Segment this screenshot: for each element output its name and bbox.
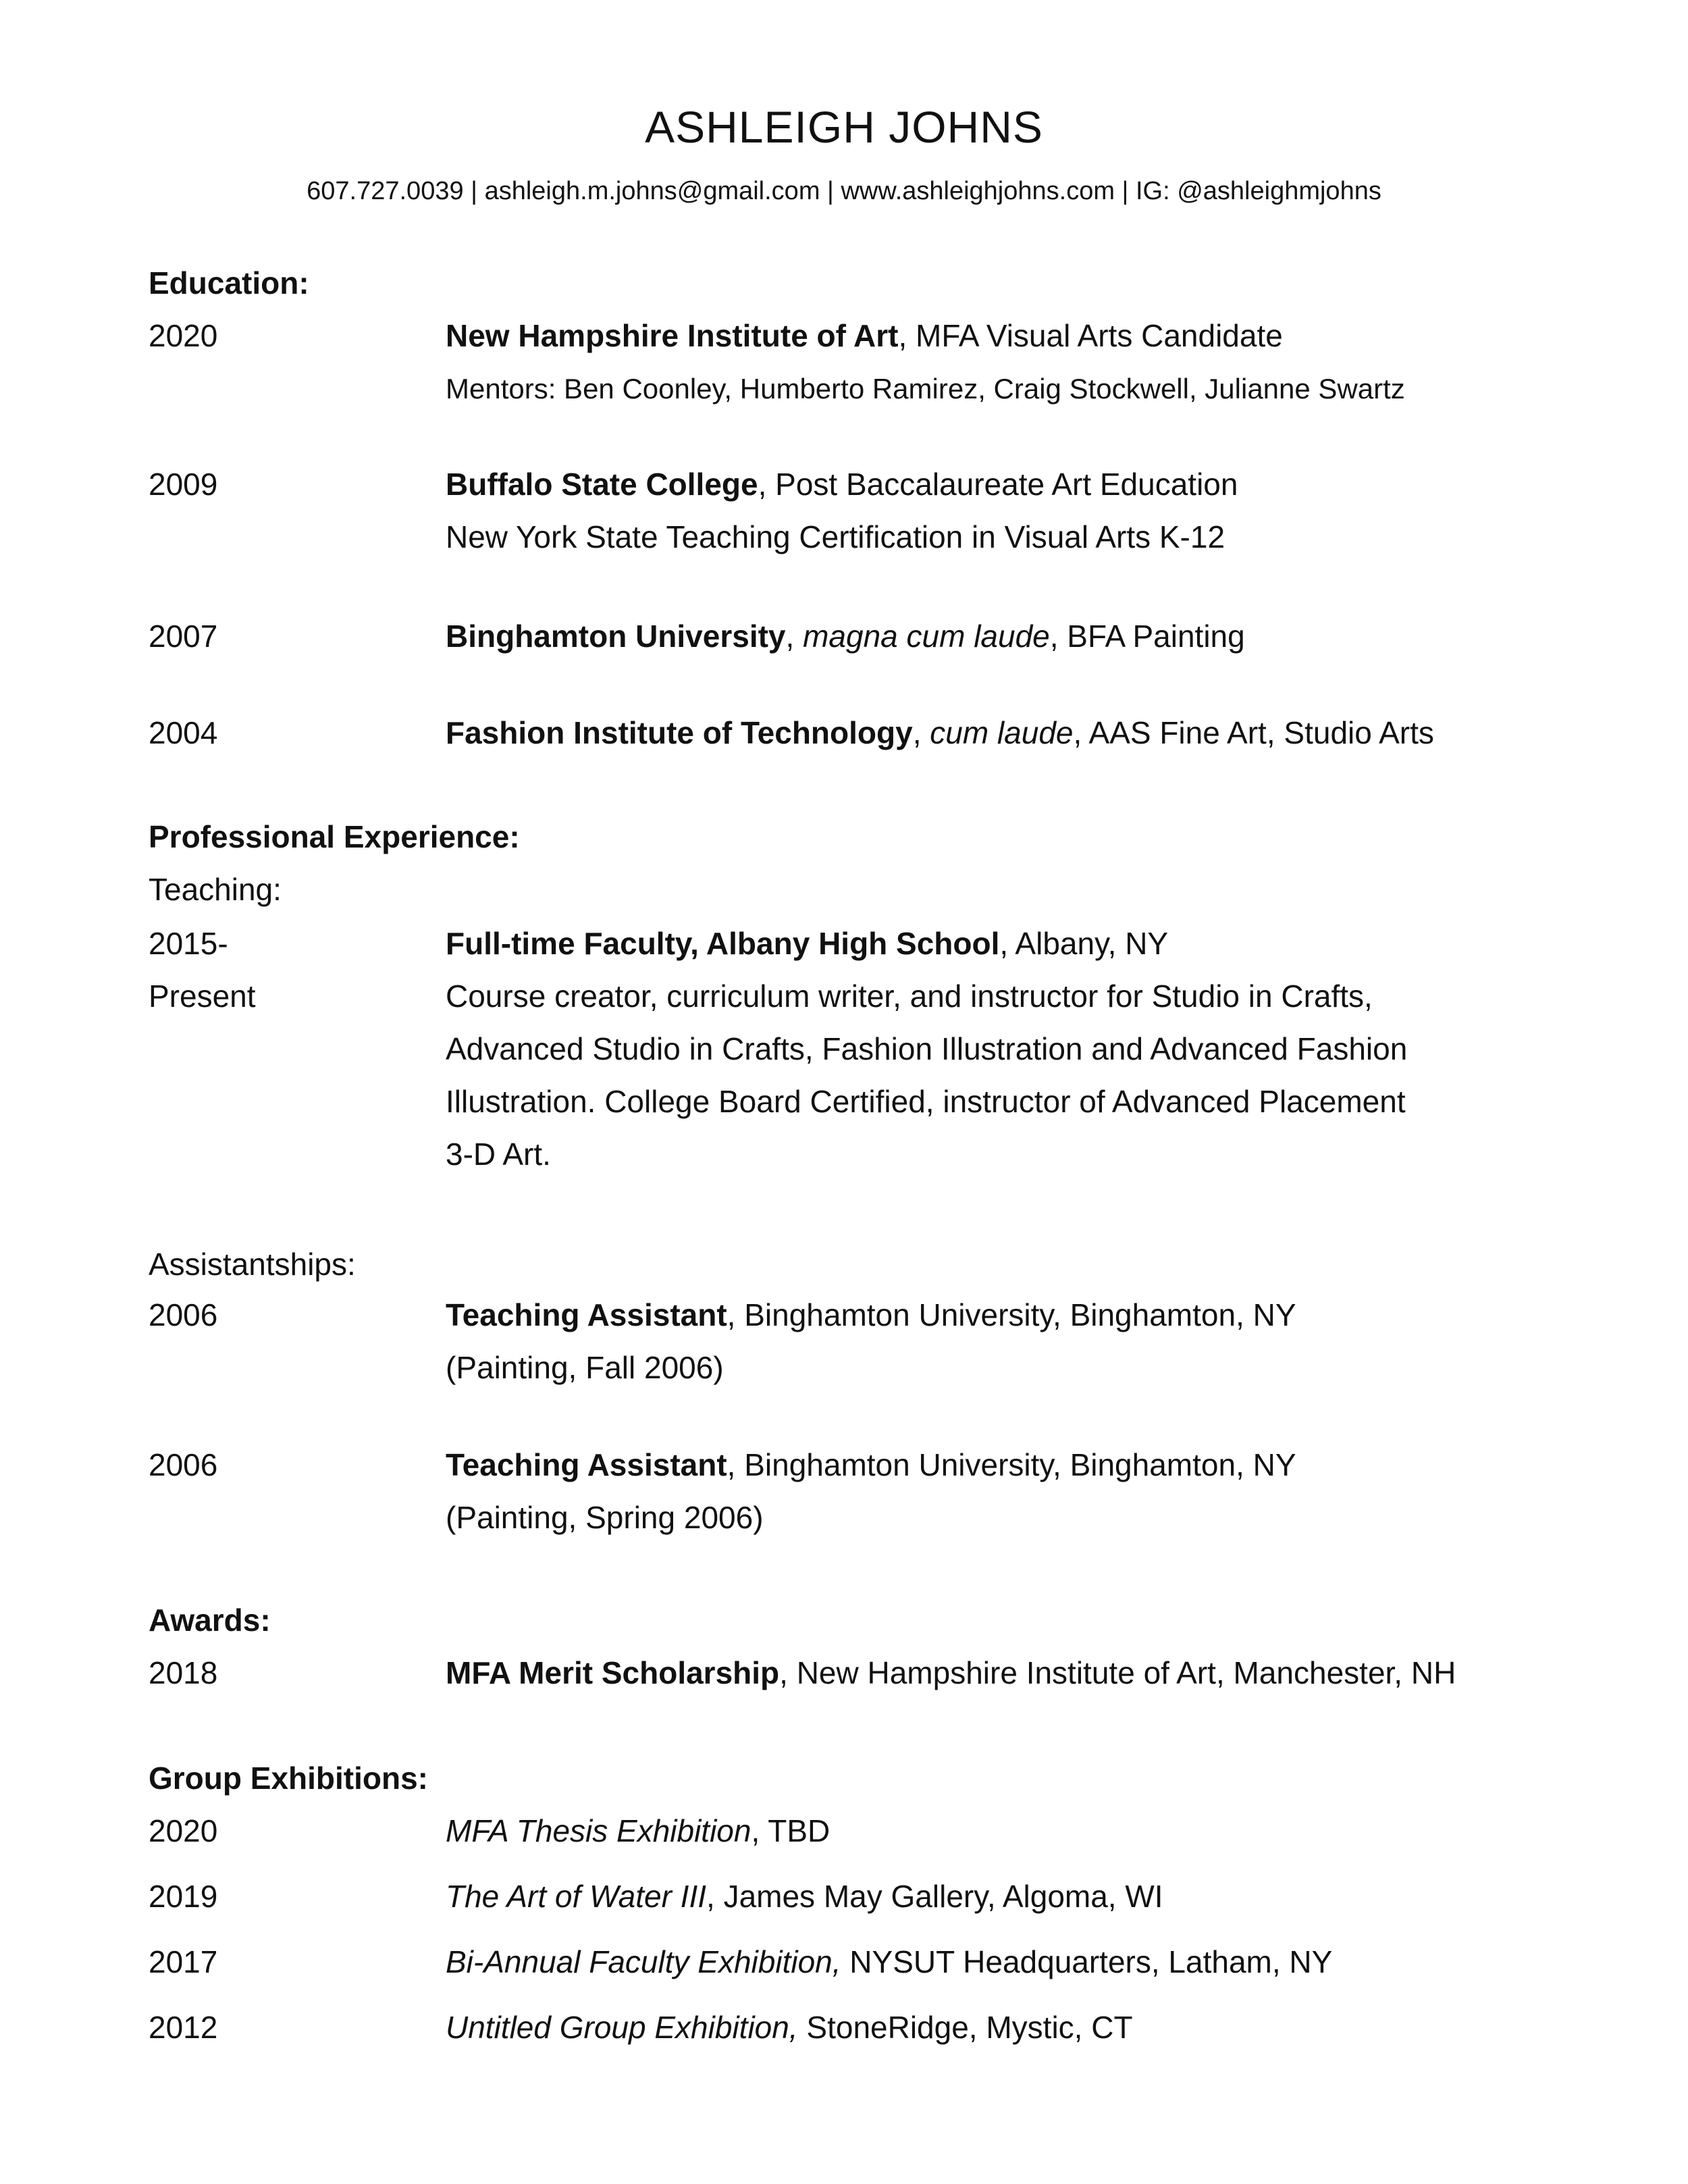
resume-name: ASHLEIGH JOHNS — [645, 102, 1043, 152]
assistantship-entry — [446, 1447, 1296, 1483]
exhibition-year: 2017 — [149, 1944, 218, 1979]
education-note: New York State Teaching Certification in Visual Arts K-12 — [446, 519, 1225, 554]
school-name: Binghamton University — [446, 619, 786, 654]
education-entry — [446, 714, 1434, 751]
degree-detail: , AAS Fine Art, Studio Arts — [1073, 715, 1434, 750]
teaching-year-start: 2015- — [149, 926, 228, 961]
school-name: Fashion Institute of Technology — [446, 715, 913, 750]
exhibition-detail: , James May Gallery, Algoma, WI — [706, 1879, 1163, 1914]
assistantship-note: (Painting, Fall 2006) — [446, 1350, 724, 1385]
exhibition-title: Untitled Group Exhibition, — [446, 2010, 798, 2045]
assistantships-subheading: Assistantships: — [149, 1247, 356, 1282]
teaching-description-line: 3-D Art. — [446, 1137, 551, 1172]
separator: , — [785, 619, 803, 654]
exhibition-entry — [446, 1878, 1163, 1915]
teaching-description-line: Course creator, curriculum writer, and instructor for Studio in Crafts, — [446, 979, 1373, 1014]
assistantship-title: Teaching Assistant — [446, 1297, 727, 1332]
teaching-title: Full-time Faculty, Albany High School — [446, 926, 1000, 961]
teaching-year-end: Present — [149, 979, 256, 1014]
award-year: 2018 — [149, 1655, 218, 1690]
school-name: New Hampshire Institute of Art — [446, 318, 899, 353]
education-year: 2009 — [149, 467, 218, 502]
education-entry — [446, 618, 1245, 654]
teaching-subheading: Teaching: — [149, 872, 282, 907]
group-exhibitions-heading: Group Exhibitions: — [149, 1761, 428, 1796]
assistantship-location: , Binghamton University, Binghamton, NY — [727, 1447, 1296, 1482]
exhibition-entry — [446, 2009, 1133, 2046]
exhibition-title: MFA Thesis Exhibition — [446, 1813, 751, 1848]
education-year: 2007 — [149, 619, 218, 654]
education-heading: Education: — [149, 265, 309, 301]
exhibition-title: Bi-Annual Faculty Exhibition, — [446, 1944, 841, 1979]
separator: , — [912, 715, 930, 750]
assistantship-year: 2006 — [149, 1297, 218, 1332]
school-name: Buffalo State College — [446, 467, 758, 502]
assistantship-location: , Binghamton University, Binghamton, NY — [727, 1297, 1296, 1332]
degree-detail: , BFA Painting — [1049, 619, 1245, 654]
exhibition-entry — [446, 1813, 830, 1849]
teaching-description-line: Illustration. College Board Certified, instructor of Advanced Placement — [446, 1084, 1406, 1119]
degree-detail: , Post Baccalaureate Art Education — [758, 467, 1238, 502]
education-entry — [446, 466, 1238, 502]
teaching-entry — [446, 925, 1168, 962]
exhibition-detail: NYSUT Headquarters, Latham, NY — [841, 1944, 1333, 1979]
award-entry — [446, 1655, 1456, 1691]
teaching-location: , Albany, NY — [999, 926, 1169, 961]
exhibition-title: The Art of Water III — [446, 1879, 707, 1914]
degree-detail: , MFA Visual Arts Candidate — [898, 318, 1283, 353]
exhibition-year: 2019 — [149, 1879, 218, 1914]
award-title: MFA Merit Scholarship — [446, 1655, 780, 1690]
assistantship-title: Teaching Assistant — [446, 1447, 727, 1482]
awards-heading: Awards: — [149, 1603, 271, 1638]
education-year: 2004 — [149, 715, 218, 750]
exhibition-detail: , TBD — [751, 1813, 830, 1848]
teaching-description-line: Advanced Studio in Crafts, Fashion Illustration and Advanced Fashion — [446, 1031, 1408, 1066]
exhibition-entry — [446, 1944, 1332, 1980]
assistantship-year: 2006 — [149, 1447, 218, 1482]
education-year: 2020 — [149, 318, 218, 353]
education-entry — [446, 317, 1283, 354]
assistantship-entry — [446, 1297, 1296, 1333]
education-note: Mentors: Ben Coonley, Humberto Ramirez, Craig Stockwell, Julianne Swartz — [446, 373, 1405, 405]
honor: cum laude — [930, 715, 1074, 750]
contact-line: 607.727.0039 | ashleigh.m.johns@gmail.com | www.ashleighjohns.com | IG: @ashleighmjohns — [307, 177, 1381, 205]
exhibition-detail: StoneRidge, Mystic, CT — [797, 2010, 1133, 2045]
assistantship-note: (Painting, Spring 2006) — [446, 1500, 764, 1535]
exhibition-year: 2020 — [149, 1813, 218, 1848]
exhibition-year: 2012 — [149, 2010, 218, 2045]
award-detail: , New Hampshire Institute of Art, Manchester, NH — [779, 1655, 1456, 1690]
honor: magna cum laude — [803, 619, 1050, 654]
experience-heading: Professional Experience: — [149, 819, 520, 854]
